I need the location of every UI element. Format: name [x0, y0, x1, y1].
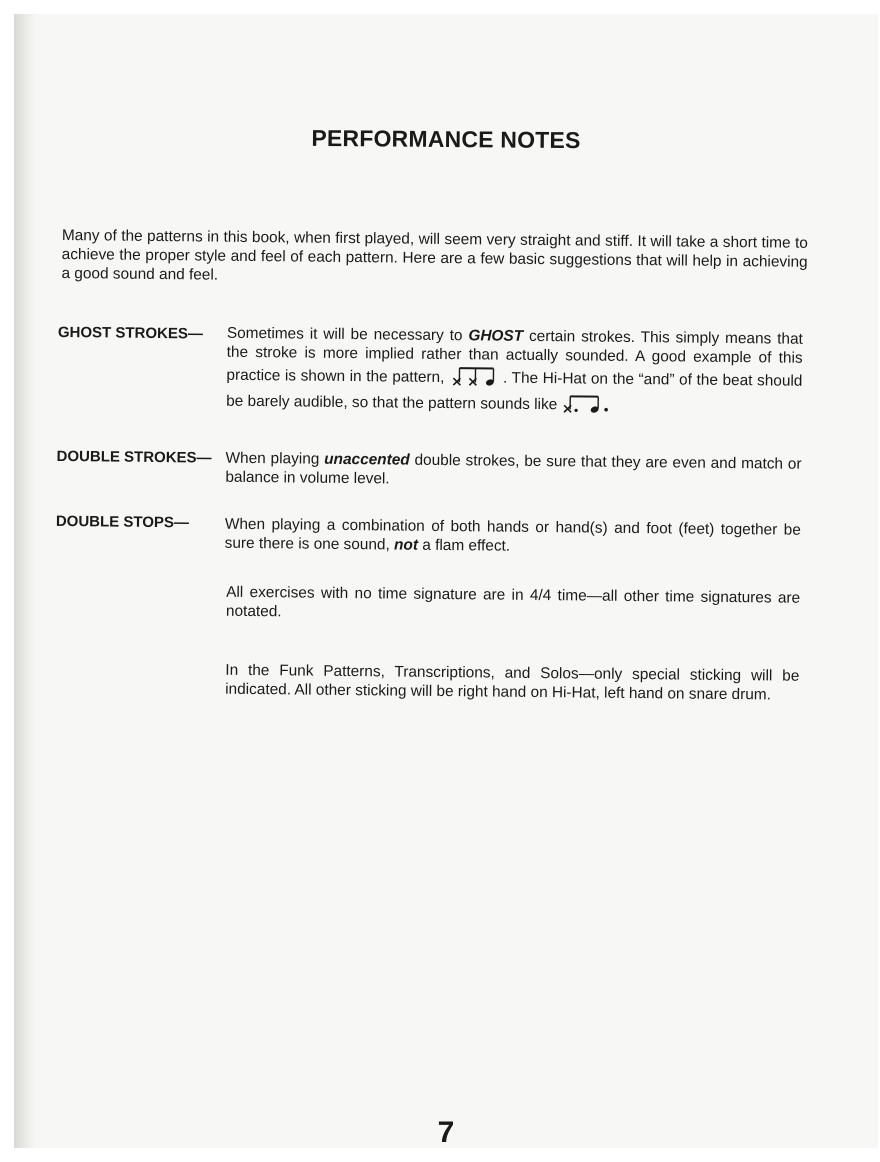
ghost-strokes-emphasis: GHOST	[468, 327, 524, 345]
double-strokes-text-2: double strokes, be sure that they are even and match or balance in volume level.	[225, 451, 802, 487]
time-signature-note: All exercises with no time signature are in 4/4 time—all other time signatures are notated.	[225, 583, 801, 620]
double-stops-label: DOUBLE STOPS—	[55, 512, 190, 532]
double-strokes-paragraph	[225, 450, 801, 493]
book-page	[14, 14, 878, 1148]
double-stops-emphasis: not	[393, 535, 419, 554]
page-number: 7	[437, 1116, 455, 1148]
double-stops-paragraph	[225, 516, 801, 559]
double-strokes-text-1: When playing	[225, 449, 325, 468]
rhythm-notation-dotted-x-note-icon	[561, 393, 613, 419]
double-strokes-emphasis: unaccented	[324, 450, 410, 469]
page-content	[14, 14, 878, 1148]
ghost-strokes-text-1: Sometimes it will be necessary to	[226, 324, 469, 345]
sticking-note: In the Funk Patterns, Transcriptions, and Solos—only special sticking will be indicated. All other sticking will be right hand on Hi-Hat, left hand on snare drum.	[225, 661, 800, 703]
double-strokes-label: DOUBLE STROKES—	[56, 447, 212, 467]
ghost-strokes-text-2: certain strokes. This simply means that the stroke is more implied rather than actually sounded. A good example of this practice is shown in the pattern,	[226, 327, 803, 386]
ghost-strokes-label: GHOST STROKES—	[57, 323, 203, 343]
double-stops-text-1: When playing a combination of both hands or hand(s) and foot (feet) together be sure there is one sound,	[224, 515, 801, 553]
ghost-strokes-paragraph	[226, 325, 803, 421]
page-title: PERFORMANCE NOTES	[311, 124, 581, 154]
ghost-strokes-text-3: . The Hi-Hat on the “and” of the beat should be barely audible, so that the pattern sounds like	[226, 369, 803, 413]
intro-paragraph: Many of the patterns in this book, when first played, will seem very straight and stiff. It will take a short time to achieve the proper style and feel of each pattern. Here are a few basic suggestions that will help in achieving a good sound and feel.	[61, 226, 808, 284]
double-stops-text-2: a flam effect.	[417, 536, 511, 555]
rhythm-notation-x-x-note-icon	[449, 364, 503, 392]
